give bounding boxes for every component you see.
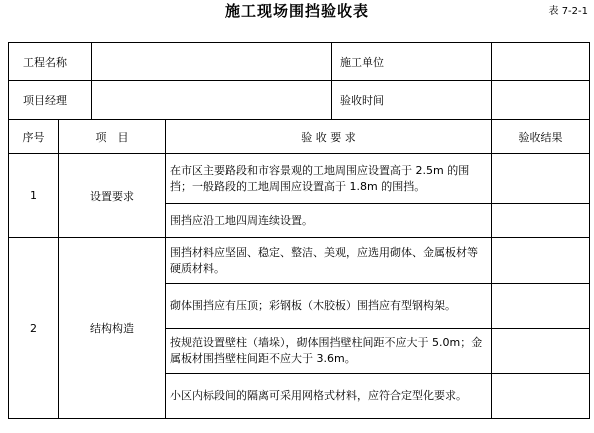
column-header-row — [9, 120, 590, 154]
column-header-item: 项 目 — [59, 120, 166, 154]
project-name-value[interactable] — [92, 43, 332, 81]
construction-unit-value[interactable] — [492, 43, 590, 81]
column-header-requirement: 验 收 要 求 — [166, 120, 492, 154]
result-cell[interactable] — [492, 238, 590, 284]
item-cell: 设置要求 — [59, 154, 166, 238]
item-cell: 结构构造 — [59, 238, 166, 419]
column-header-seq: 序号 — [9, 120, 59, 154]
document-title: 施工现场围挡验收表 — [224, 2, 369, 20]
result-cell[interactable] — [492, 374, 590, 419]
table-row — [9, 154, 590, 204]
project-manager-label: 项目经理 — [9, 81, 92, 120]
result-cell[interactable] — [492, 329, 590, 374]
construction-unit-label: 施工单位 — [332, 43, 492, 81]
requirement-cell: 围挡材料应坚固、稳定、整洁、美观，应选用砌体、金属板材等硬质材料。 — [166, 238, 492, 284]
requirement-cell: 围挡应沿工地四周连续设置。 — [166, 204, 492, 238]
inspection-time-value[interactable] — [492, 81, 590, 120]
table-number: 表 7-2-1 — [548, 6, 588, 17]
project-name-label: 工程名称 — [9, 43, 92, 81]
result-cell[interactable] — [492, 154, 590, 204]
seq-cell: 1 — [9, 154, 59, 238]
result-cell[interactable] — [492, 204, 590, 238]
seq-cell: 2 — [9, 238, 59, 419]
result-cell[interactable] — [492, 284, 590, 329]
table-row — [9, 238, 590, 284]
requirement-cell: 小区内标段间的隔离可采用网格式材料，应符合定型化要求。 — [166, 374, 492, 419]
project-manager-value[interactable] — [92, 81, 332, 120]
info-row-2 — [9, 81, 590, 120]
column-header-result: 验收结果 — [492, 120, 590, 154]
inspection-time-label: 验收时间 — [332, 81, 492, 120]
requirement-cell: 砌体围挡应有压顶；彩钢板（木胶板）围挡应有型钢构架。 — [166, 284, 492, 329]
info-row-1 — [9, 43, 590, 81]
inspection-table — [8, 42, 590, 419]
requirement-cell: 在市区主要路段和市容景观的工地周围应设置高于 2.5m 的围挡；一般路段的工地周围应设置高于 1.8m 的围挡。 — [166, 154, 492, 204]
requirement-cell: 按规范设置壁柱（墙垛），砌体围挡壁柱间距不应大于 5.0m；金属板材围挡壁柱间距不应大于 3.6m。 — [166, 329, 492, 374]
